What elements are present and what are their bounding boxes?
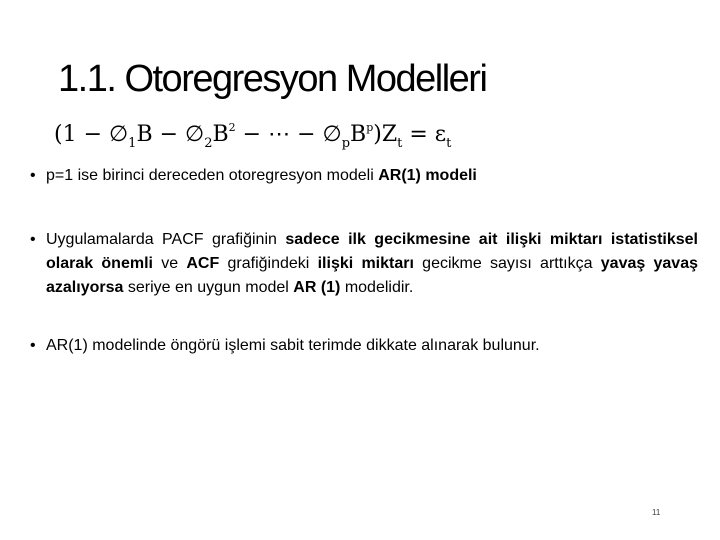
- formula-part: B: [212, 122, 229, 147]
- formula-part: (1 − ∅: [54, 122, 129, 147]
- formula-sub: t: [397, 136, 403, 151]
- formula-part: − ⋯ − ∅: [235, 122, 342, 147]
- slide-title: 1.1. Otoregresyon Modelleri: [58, 58, 487, 100]
- formula-sub: 2: [204, 136, 213, 151]
- bullet-text: p=1 ise birinci dereceden otoregresyon modeli: [46, 167, 379, 184]
- formula-part: B: [350, 122, 367, 147]
- bullet-dot-icon: •: [30, 167, 36, 184]
- formula-sub: t: [446, 136, 452, 151]
- bullet-bold-text: yavaş yavaş azalıyorsa: [46, 255, 699, 296]
- bullet-dot-icon: •: [30, 231, 36, 248]
- formula-part: B − ∅: [136, 122, 205, 147]
- bullet-text: ve: [152, 255, 187, 272]
- bullet-text: Uygulamalarda PACF grafiğinin: [46, 231, 286, 248]
- bullet-text: seriye en uygun model: [123, 279, 294, 296]
- ar-formula: [54, 108, 451, 164]
- formula-part: = ε: [402, 122, 447, 147]
- bullet-item: [30, 334, 698, 358]
- bullet-bold-text: sadece ilk gecikmesine ait ilişki miktarı istatistiksel olarak önemli: [46, 231, 699, 272]
- formula-sub: p: [341, 136, 351, 151]
- bullet-list: [30, 164, 698, 358]
- formula-sup: p: [366, 121, 374, 134]
- page-number: 11: [652, 508, 661, 517]
- bullet-item: [30, 228, 698, 300]
- bullet-text: grafiğindeki: [219, 255, 318, 272]
- bullet-bold-text: AR(1) modeli: [378, 167, 477, 184]
- bullet-bold-text: ACF: [186, 255, 220, 272]
- bullet-item: [30, 164, 698, 188]
- formula-sub: 1: [128, 136, 137, 151]
- bullet-text: modelidir.: [340, 279, 414, 296]
- formula-sup: 2: [228, 121, 236, 134]
- bullet-text: AR(1) modelinde öngörü işlemi sabit terimde dikkate alınarak bulunur.: [46, 337, 540, 354]
- formula-part: )Z: [373, 122, 398, 147]
- bullet-bold-text: ilişki miktarı: [317, 255, 414, 272]
- bullet-text: gecikme sayısı arttıkça: [413, 255, 601, 272]
- bullet-dot-icon: •: [30, 337, 36, 354]
- bullet-bold-text: AR (1): [293, 279, 341, 296]
